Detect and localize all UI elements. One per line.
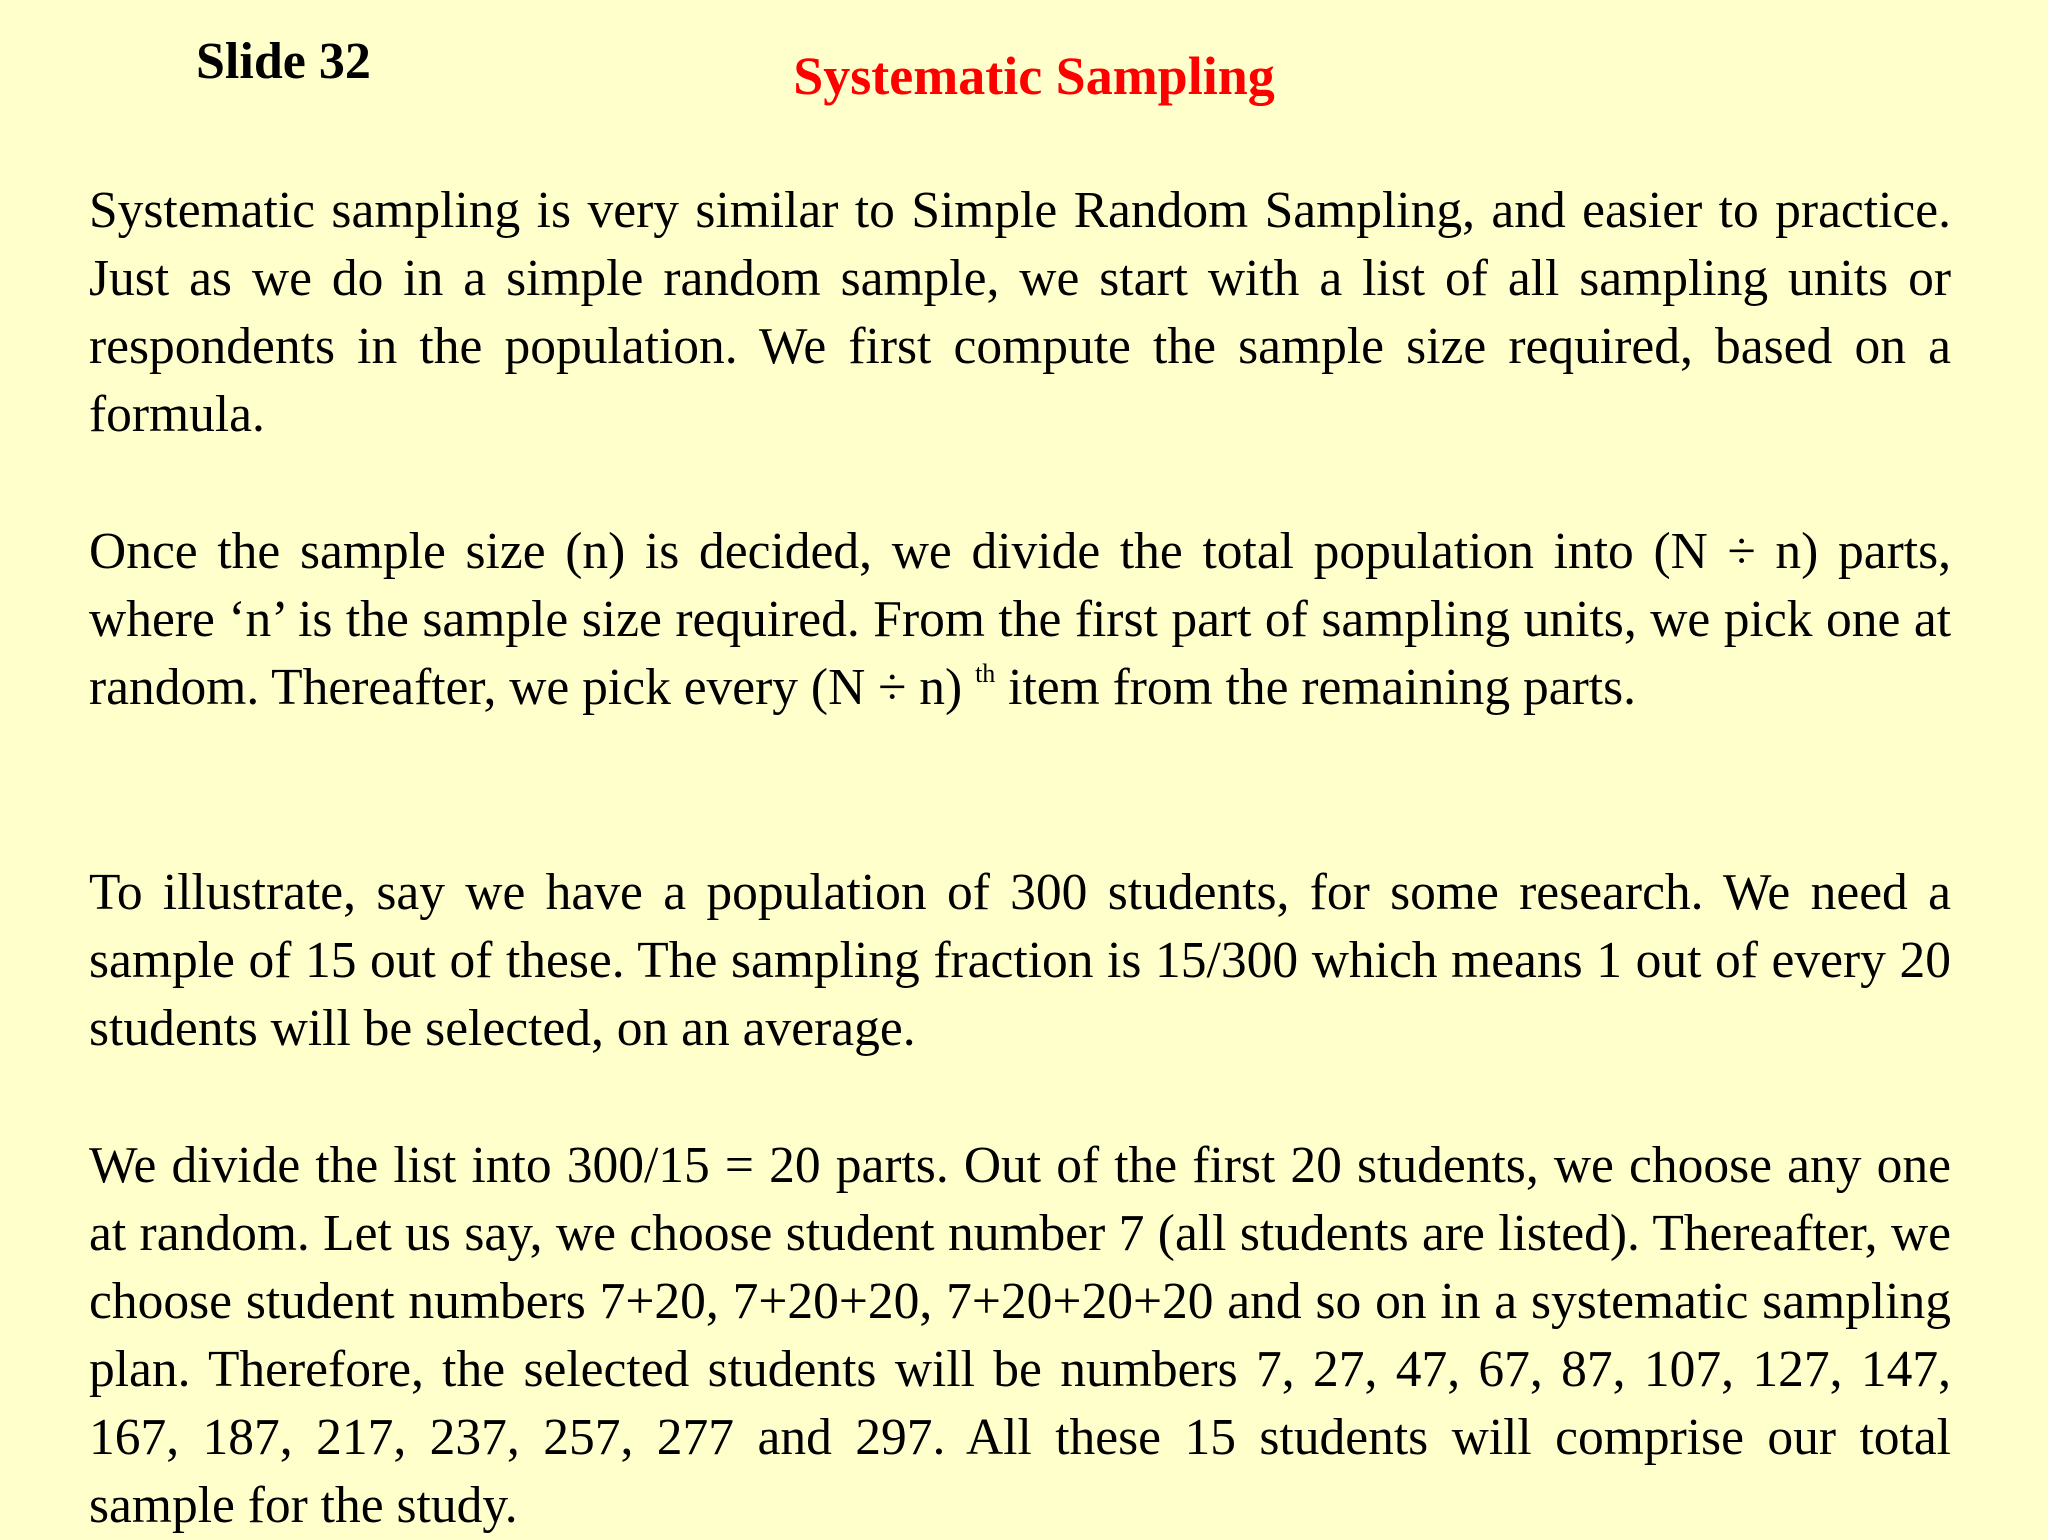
paragraph-intro: Systematic sampling is very similar to Simple Random Sampling, and easier to practice. Just as we do in a simple random sample, we start with a list of all sampling units or respondents in the population. We first compute the sample size required, based on a formula. — [89, 182, 1951, 443]
slide-title: Systematic Sampling — [793, 46, 1275, 106]
paragraph-method-text-b: item from the remaining parts. — [995, 659, 1637, 716]
paragraph-method-text-a: Once the sample size (n) is decided, we divide the total population into (N ÷ n) parts, where ‘n’ is the sample size required. From the first part of sampling units, we pick one at random. Thereafter, we pick every (N ÷ n) — [89, 523, 1951, 716]
slide-number: Slide 32 — [196, 33, 371, 90]
paragraph-illustration: To illustrate, say we have a population of 300 students, for some research. We need a sample of 15 out of these. The sampling fraction is 15/300 which means 1 out of every 20 students will be selected, on an average. — [89, 864, 1951, 1057]
paragraph-method — [89, 518, 1951, 722]
ordinal-superscript: th — [975, 659, 996, 688]
paragraph-example: We divide the list into 300/15 = 20 parts. Out of the first 20 students, we choose any one at random. Let us say, we choose student number 7 (all students are listed). Thereafter, we choose student numbers 7+20, 7+20+20, 7+20+20+20 and so on in a systematic sampling plan. Therefore, the selected students will be numbers 7, 27, 47, 67, 87, 107, 127, 147, 167, 187, 217, 237, 257, 277 and 297. All these 15 students will comprise our total sample for the study. — [89, 1137, 1951, 1534]
